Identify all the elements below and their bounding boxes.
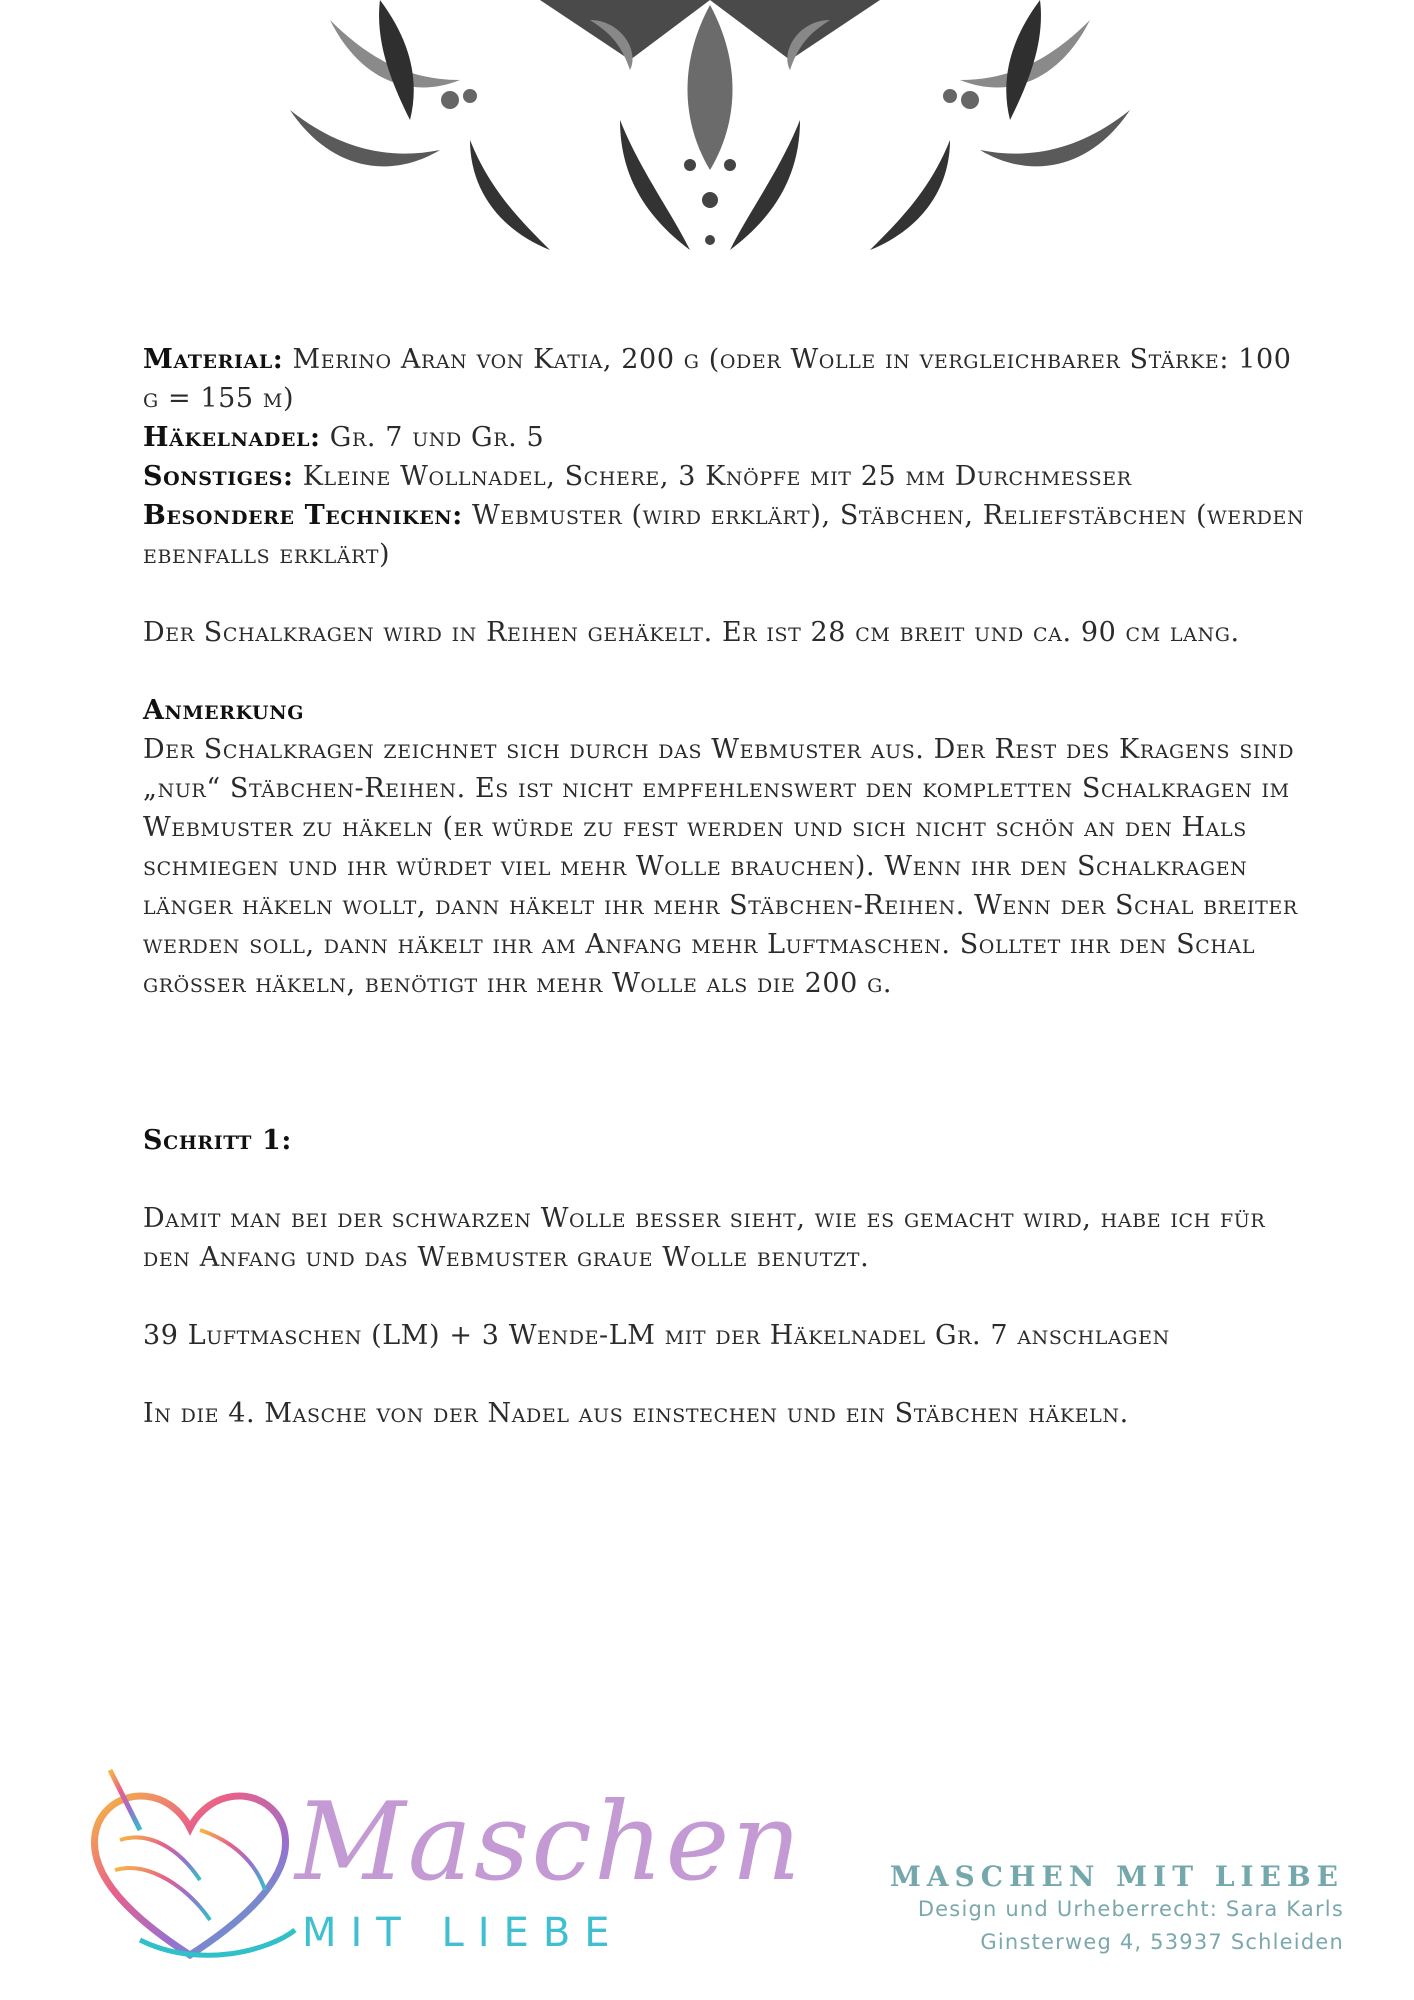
note-heading [143, 691, 1313, 730]
needle-label: Häkelnadel: [143, 422, 321, 453]
materials-block [143, 340, 1313, 574]
footer-copyright: Design und Urheberrecht: Sara Karls [917, 1897, 1344, 1921]
step1-paragraph-3: In die 4. Masche von der Nadel aus einstechen und ein Stäbchen häkeln. [143, 1398, 1129, 1429]
note-paragraph: Der Schalkragen zeichnet sich durch das Webmuster aus. Der Rest des Kragens sind „nur“ Stäbchen-Reihen. Es ist nicht empfehlenswert den kompletten Schalkragen im Webmuster zu häkeln (er würde zu fest werden und sich nicht schön an den Hals schmiegen und ihr würdet viel mehr Wolle brauchen). Wenn ihr den Schalkragen länger häkeln wollt, dann häkelt ihr mehr Stäbchen-Reihen. Wenn der Schal breiter werden soll, dann häkelt ihr am Anfang mehr Luftmaschen. Solltet ihr den Schal grösser häkeln, benötigt ihr mehr Wolle als die 200 g. [143, 734, 1298, 999]
footer-brand: MASCHEN MIT LIEBE [889, 1860, 1344, 1893]
logo-sub-text: MIT LIEBE [302, 1910, 624, 1956]
step1-heading [143, 1121, 1313, 1160]
yarn-heart-logo-icon [80, 1760, 300, 1970]
needle-value: Gr. 7 und Gr. 5 [320, 422, 545, 453]
step1-paragraph-2: 39 Luftmaschen (LM) + 3 Wende-LM mit der Häkelnadel Gr. 7 anschlagen [143, 1320, 1170, 1351]
step1-paragraph-1: Damit man bei der schwarzen Wolle besser sieht, wie es gemacht wird, habe ich für den Anfang und das Webmuster graue Wolle benutzt. [143, 1203, 1266, 1273]
step1-heading-text: Schritt 1: [143, 1125, 293, 1156]
pattern-content [143, 340, 1313, 1433]
material-value: Merino Aran von Katia, 200 g (oder Wolle in vergleichbarer Stärke: 100 g = 155 m) [143, 344, 1292, 414]
floral-ornament-icon [290, 0, 1130, 250]
techniques-value: Webmuster (wird erklärt), Stäbchen, Reliefstäbchen (werden ebenfalls erklärt) [143, 500, 1305, 570]
note-heading-text: Anmerkung [143, 695, 305, 726]
material-label: Material: [143, 344, 284, 375]
footer-address: Ginsterweg 4, 53937 Schleiden [980, 1930, 1344, 1954]
techniques-label: Besondere Techniken: [143, 500, 463, 531]
intro-paragraph: Der Schalkragen wird in Reihen gehäkelt. Er ist 28 cm breit und ca. 90 cm lang. [143, 617, 1240, 648]
other-value: Kleine Wollnadel, Schere, 3 Knöpfe mit 25 mm Durchmesser [293, 461, 1132, 492]
logo-script-text: Maschen [295, 1780, 803, 1905]
other-label: Sonstiges: [143, 461, 294, 492]
footer-info [890, 1860, 1344, 1959]
footer-logo [80, 1760, 803, 1970]
